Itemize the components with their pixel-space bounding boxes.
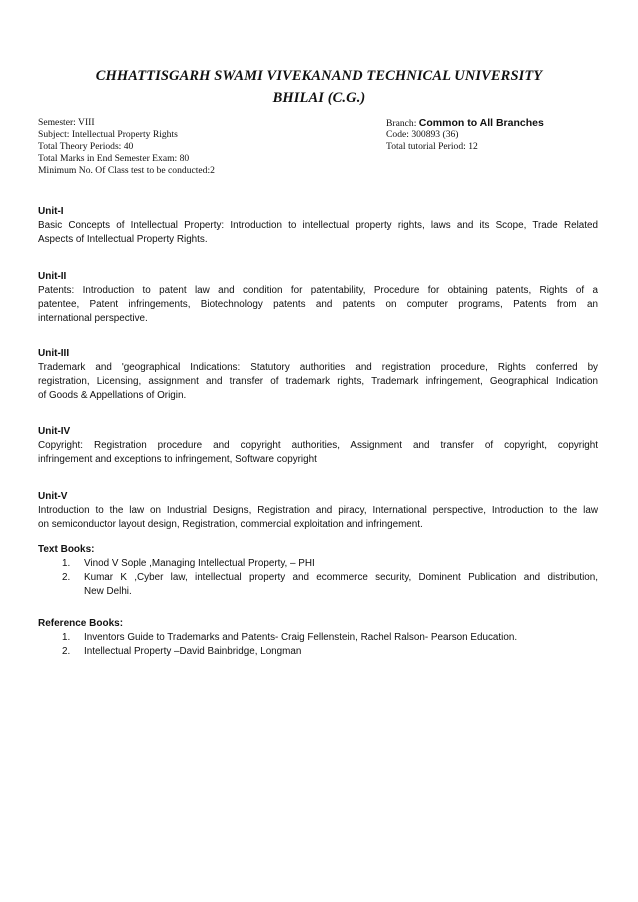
item-line: New Delhi. xyxy=(84,586,132,597)
branch-value: Common to All Branches xyxy=(418,117,544,129)
body-line: of Goods & Appellations of Origin. xyxy=(38,390,187,401)
list-item xyxy=(38,631,598,645)
reference-books-section xyxy=(38,617,598,659)
item-number: 2. xyxy=(62,572,71,583)
item-line: Vinod V Sople ,Managing Intellectual Property, – PHI xyxy=(84,558,315,569)
body-line: patentee, Patent infringements, Biotechnology patents and patents on computer programs, Patents from an xyxy=(38,299,598,310)
text-books-list xyxy=(38,557,598,599)
unit-body xyxy=(38,361,598,403)
unit-2-section xyxy=(38,270,598,326)
body-line: Basic Concepts of Intellectual Property: Introduction to intellectual property rights, laws and its Scope, Trade Related xyxy=(38,220,598,231)
body-line: international perspective. xyxy=(38,313,148,324)
reference-books-heading: Reference Books: xyxy=(38,618,124,629)
unit-body xyxy=(38,284,598,326)
item-line: Intellectual Property –David Bainbridge, Longman xyxy=(84,646,302,657)
university-title: CHHATTISGARH SWAMI VIVEKANAND TECHNICAL UNIVERSITY xyxy=(95,68,543,84)
tutorial-period-text: Total tutorial Period: 12 xyxy=(386,141,478,152)
subject-text: Subject: Intellectual Property Rights xyxy=(38,129,178,140)
course-meta xyxy=(38,117,598,177)
unit-body xyxy=(38,219,598,247)
unit-5-section xyxy=(38,490,598,532)
text-books-section xyxy=(38,543,598,599)
list-item xyxy=(38,557,598,571)
unit-body xyxy=(38,439,598,467)
list-item xyxy=(38,571,598,599)
end-sem-marks-text: Total Marks in End Semester Exam: 80 xyxy=(38,153,190,164)
body-line: Aspects of Intellectual Property Rights. xyxy=(38,234,208,245)
body-line: on semiconductor layout design, Registration, commercial exploitation and infringement. xyxy=(38,519,423,530)
theory-periods-text: Total Theory Periods: 40 xyxy=(38,141,134,152)
item-number: 1. xyxy=(62,632,71,643)
text-books-heading: Text Books: xyxy=(38,544,95,555)
unit-body xyxy=(38,504,598,532)
body-line: Patents: Introduction to patent law and condition for patentability, Procedure for obtaining patents, Rights of a xyxy=(38,285,598,296)
body-line: registration, Licensing, assignment and transfer of trademark rights, Trademark infringement, Geographical Indication xyxy=(38,376,598,387)
item-number: 1. xyxy=(62,558,71,569)
unit-heading: Unit-III xyxy=(38,348,70,359)
body-line: Introduction to the law on Industrial Designs, Registration and piracy, International perspective, Introduction to the law xyxy=(38,505,598,516)
class-tests-text: Minimum No. Of Class test to be conducted:2 xyxy=(38,165,215,176)
body-line: infringement and exceptions to infringement, Software copyright xyxy=(38,454,317,465)
item-number: 2. xyxy=(62,646,71,657)
semester-text: Semester: VIII xyxy=(38,117,95,128)
unit-heading: Unit-V xyxy=(38,491,68,502)
unit-1-section xyxy=(38,205,598,247)
unit-4-section xyxy=(38,425,598,467)
university-location: BHILAI (C.G.) xyxy=(272,90,366,106)
reference-books-list xyxy=(38,631,598,659)
list-item xyxy=(38,645,598,659)
item-line: Inventors Guide to Trademarks and Patents- Craig Fellenstein, Rachel Ralson- Pearson Education. xyxy=(84,632,518,643)
branch-label: Branch: xyxy=(386,118,417,129)
code-text: Code: 300893 (36) xyxy=(386,129,459,140)
body-line: Copyright: Registration procedure and copyright authorities, Assignment and transfer of copyright, copyright xyxy=(38,440,598,451)
item-line: Kumar K ,Cyber law, intellectual property and ecommerce security, Dominent Publication and distribution, xyxy=(84,572,598,583)
unit-3-section xyxy=(38,347,598,403)
unit-heading: Unit-IV xyxy=(38,426,71,437)
body-line: Trademark and 'geographical Indications: Statutory authorities and registration procedure, Rights conferred by xyxy=(38,362,598,373)
unit-heading: Unit-II xyxy=(38,271,67,282)
unit-heading: Unit-I xyxy=(38,206,64,217)
